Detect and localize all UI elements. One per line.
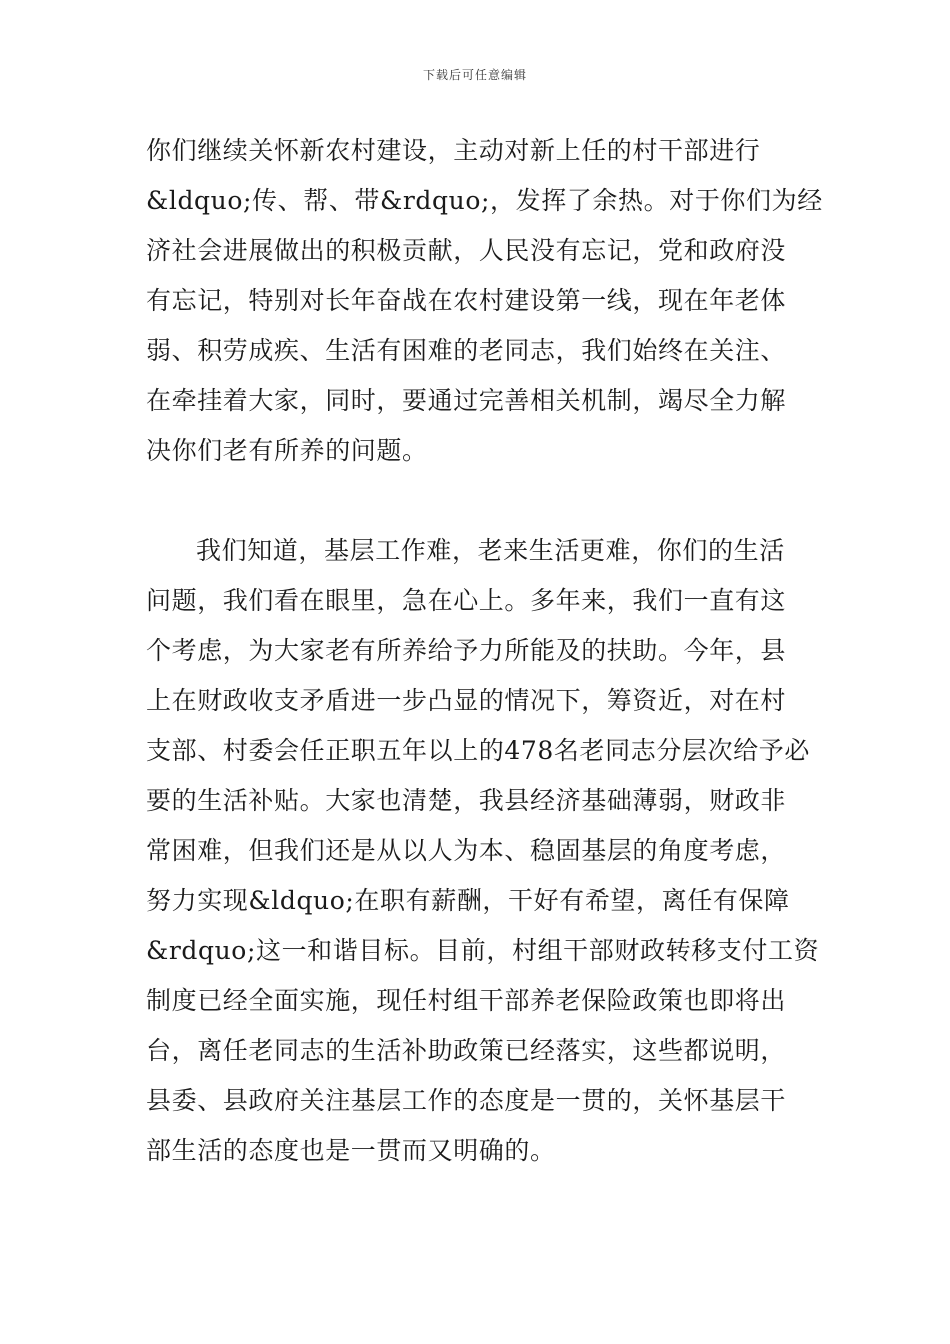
text-line: 县委、县政府关注基层工作的态度是一贯的，关怀基层干 bbox=[146, 1086, 787, 1115]
document-body bbox=[146, 126, 823, 1176]
text-line: 个考虑，为大家老有所养给予力所能及的扶助。今年，县 bbox=[146, 636, 787, 665]
paragraph-2 bbox=[146, 526, 820, 1176]
text-line: &ldquo;传、帮、带&rdquo;，发挥了余热。对于你们为经 bbox=[146, 186, 823, 215]
text-line: 台，离任老同志的生活补助政策已经落实，这些都说明， bbox=[146, 1036, 787, 1065]
page-header-note: 下载后可任意编辑 bbox=[422, 68, 527, 82]
text-line: 要的生活补贴。大家也清楚，我县经济基础薄弱，财政非 bbox=[146, 786, 787, 815]
paragraph-spacer bbox=[146, 476, 810, 526]
text-line: &rdquo;这一和谐目标。目前，村组干部财政转移支付工资 bbox=[146, 936, 820, 965]
text-line: 努力实现&ldquo;在职有薪酬，干好有希望，离任有保障 bbox=[146, 886, 790, 915]
text-line: 部生活的态度也是一贯而又明确的。 bbox=[146, 1136, 556, 1165]
text-line: 济社会进展做出的积极贡献，人民没有忘记，党和政府没 bbox=[146, 236, 787, 265]
text-line: 在牵挂着大家，同时，要通过完善相关机制，竭尽全力解 bbox=[146, 386, 787, 415]
text-line: 弱、积劳成疾、生活有困难的老同志，我们始终在关注、 bbox=[146, 336, 787, 365]
text-line: 决你们老有所养的问题。 bbox=[146, 436, 428, 465]
text-line: 你们继续关怀新农村建设，主动对新上任的村干部进行 bbox=[146, 136, 761, 165]
text-line: 支部、村委会任正职五年以上的478名老同志分层次给予必 bbox=[146, 736, 810, 765]
text-line: 上在财政收支矛盾进一步凸显的情况下，筹资近，对在村 bbox=[146, 686, 787, 715]
text-line: 问题，我们看在眼里，急在心上。多年来，我们一直有这 bbox=[146, 586, 787, 615]
text-line: 制度已经全面实施，现任村组干部养老保险政策也即将出 bbox=[146, 986, 787, 1015]
text-line: 常困难，但我们还是从以人为本、稳固基层的角度考虑， bbox=[146, 836, 787, 865]
text-line: 我们知道，基层工作难，老来生活更难，你们的生活 bbox=[196, 536, 785, 565]
text-line: 有忘记，特别对长年奋战在农村建设第一线，现在年老体 bbox=[146, 286, 787, 315]
paragraph-1 bbox=[146, 126, 823, 476]
